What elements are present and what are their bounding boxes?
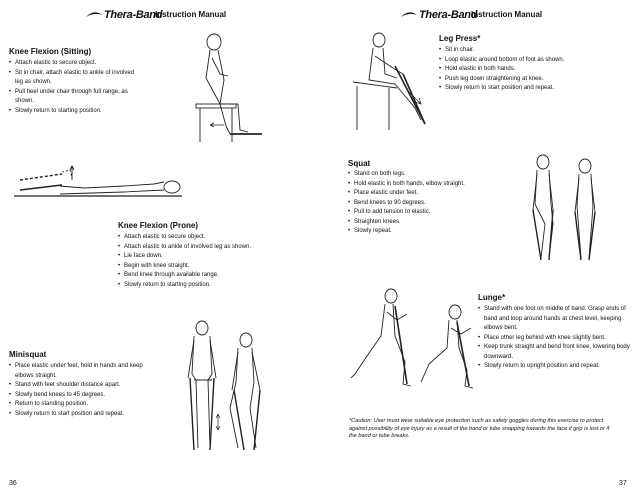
list-item: • Keep trunk straight and bend front knee, lowering body downward. — [478, 343, 634, 362]
page-number: 37 — [619, 480, 627, 487]
squat-title: Squat — [348, 159, 371, 168]
list-item: • Slowly return to starting position. — [118, 281, 308, 291]
page-number: 36 — [9, 480, 17, 487]
logo-text: Thera-Band — [419, 9, 478, 21]
swoosh-icon — [86, 11, 102, 19]
leg-press-illustration — [345, 28, 437, 136]
list-item: • Pull to add tension to elastic. — [348, 208, 518, 218]
list-item: • Slowly return to start position and repeat. — [9, 410, 149, 420]
knee-flexion-prone-steps — [118, 233, 308, 290]
list-item: • Slowly return to starting position. — [9, 107, 139, 117]
list-item: • Hold elastic in both hands. — [439, 65, 635, 75]
list-item: • Straighten knees. — [348, 218, 518, 228]
list-item: • Place other leg behind with knee slightly bent. — [478, 334, 634, 344]
leg-press-steps — [439, 46, 635, 94]
list-item: • Place elastic under feet. — [348, 189, 518, 199]
list-item: • Stand with feet shoulder distance apart. — [9, 381, 149, 391]
minisquat-steps — [9, 362, 149, 419]
squat-steps — [348, 170, 518, 237]
list-item: • Begin with knee straight. — [118, 262, 308, 272]
list-item: • Pull heel under chair through full range, as shown. — [9, 88, 139, 107]
thera-band-logo — [401, 9, 477, 21]
knee-flexion-sitting-steps — [9, 59, 139, 116]
header-title: Instruction Manual — [471, 10, 543, 19]
list-item: • Slowly repeat. — [348, 227, 518, 237]
right-page — [319, 0, 638, 493]
knee-flexion-sitting-illustration — [190, 30, 265, 148]
lunge-steps — [478, 305, 634, 372]
list-item: • Attach elastic to secure object. — [118, 233, 308, 243]
caution-note: *Caution: User must wear suitable eye protection such as safety goggles during this exercise to protect against possibility of eye injury as a result of the band or tube snapping towards the face if grip is lost or if the band or tube breaks. — [349, 418, 610, 439]
list-item: • Slowly return to start position and repeat. — [439, 84, 635, 94]
leg-press-title: Leg Press* — [439, 34, 481, 43]
list-item: • Slowly return to upright position and repeat. — [478, 362, 634, 372]
list-item: • Hold elastic in both hands, elbow straight. — [348, 180, 518, 190]
squat-illustration — [519, 150, 609, 268]
list-item: • Sit in chair, attach elastic to ankle of involved leg as shown. — [9, 69, 139, 88]
list-item: • Place elastic under feet, hold in hands and keep elbows straight. — [9, 362, 149, 381]
list-item: • Slowly bend knees to 45 degrees. — [9, 391, 149, 401]
list-item: • Bend knees to 90 degrees. — [348, 199, 518, 209]
knee-flexion-prone-illustration — [14, 160, 184, 210]
logo-text: Thera-Band — [104, 9, 163, 21]
minisquat-title: Minisquat — [9, 350, 47, 359]
swoosh-icon — [401, 11, 417, 19]
minisquat-illustration — [180, 318, 280, 458]
knee-flexion-sitting-title: Knee Flexion (Sitting) — [9, 47, 92, 56]
list-item: • Stand with one foot on middle of band. Grasp ends of band and loop around hands at chest level, keeping elbows bent. — [478, 305, 634, 334]
header-title: Instruction Manual — [155, 10, 227, 19]
list-item: • Sit in chair. — [439, 46, 635, 56]
lunge-illustration — [349, 286, 479, 396]
lunge-title: Lunge* — [478, 293, 506, 302]
list-item: • Bend knee through available range. — [118, 271, 308, 281]
knee-flexion-prone-title: Knee Flexion (Prone) — [118, 221, 199, 230]
list-item: • Loop elastic around bottom of foot as shown. — [439, 56, 635, 66]
list-item: • Push leg down straightening at knee. — [439, 75, 635, 85]
list-item: • Attach elastic to ankle of involved leg as shown. — [118, 243, 308, 253]
list-item: • Return to standing position. — [9, 400, 149, 410]
list-item: • Stand on both legs. — [348, 170, 518, 180]
thera-band-logo — [86, 9, 162, 21]
list-item: • Attach elastic to secure object. — [9, 59, 139, 69]
list-item: • Lie face down. — [118, 252, 308, 262]
